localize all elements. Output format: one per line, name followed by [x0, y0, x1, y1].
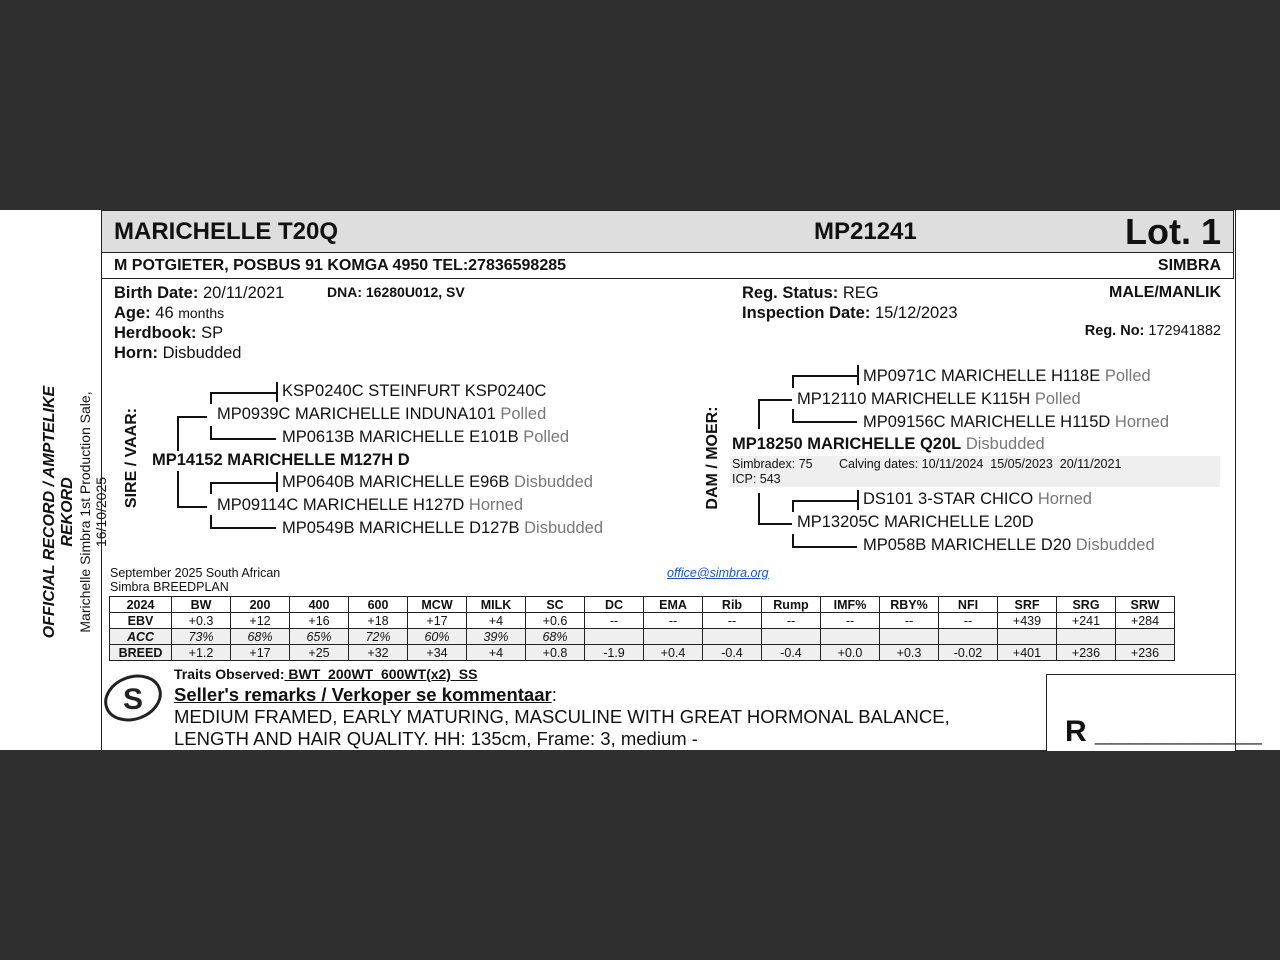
dam-name: MP18250 MARICHELLE Q20L Disbudded: [732, 435, 1045, 453]
sire-label: SIRE / VAAR:: [123, 407, 140, 509]
acc-row: ACC 73% 68% 65% 72% 60% 39% 68%: [110, 629, 1175, 645]
age-value: 46: [155, 304, 174, 322]
ebv-table: [109, 596, 1175, 661]
sale-caption: Marichelle Simbra 1st Production Sale, 16/10/2025: [77, 391, 109, 633]
breedplan-caption: September 2025 South African Simbra BREEDPLAN: [110, 566, 281, 594]
age-unit: months: [178, 305, 225, 321]
breed-name: SIMBRA: [1157, 257, 1221, 274]
dna-code: DNA: 16280U012, SV: [327, 284, 465, 300]
animal-info: [114, 283, 284, 363]
birth-date-label: Birth Date:: [114, 284, 199, 302]
reg-no-value: 172941882: [1148, 323, 1221, 339]
registration-info: [742, 283, 958, 323]
reg-status-value: REG: [842, 284, 879, 302]
reg-no-label: Reg. No:: [1084, 323, 1145, 339]
horn-label: Horn:: [114, 344, 158, 362]
sire-sire-dam: MP0613B MARICHELLE E101B Polled: [282, 428, 570, 446]
dam-dam-sire: DS101 3-STAR CHICO Horned: [863, 490, 1092, 508]
simbradex: Simbradex: 75: [732, 457, 813, 471]
herdbook-value: SP: [201, 324, 224, 342]
birth-date-value: 20/11/2021: [202, 284, 285, 302]
traits-observed: Traits Observed: BWT 200WT 600WT(x2) SS: [174, 666, 478, 682]
email-link[interactable]: office@simbra.org: [667, 566, 769, 580]
dam-sire-sire: MP0971C MARICHELLE H118E Polled: [863, 367, 1151, 385]
ebv-row: EBV +0.3 +12 +16 +18 +17 +4 +0.6 -- -- -- -- -- -- -- +439 +241 +284: [110, 613, 1175, 629]
title-bar: [101, 210, 1234, 253]
calving-dates: Calving dates: 10/11/2024 15/05/2023 20/11/2021: [839, 457, 1122, 471]
sire-sire-sire: KSP0240C STEINFURT KSP0240C: [282, 382, 547, 400]
inspection-date-label: Inspection Date:: [742, 304, 871, 322]
owner-bar: [101, 253, 1234, 279]
herdbook-label: Herdbook:: [114, 324, 197, 342]
dam-label: DAM / MOER:: [704, 406, 721, 510]
horn-value: Disbudded: [162, 344, 242, 362]
ebv-header-row: 2024 BW 200 400 600 MCW MILK SC DC EMA Rib Rump IMF% RBY% NFI SRF SRG SRW: [110, 597, 1175, 613]
breed-row: BREED +1.2 +17 +25 +32 +34 +4 +0.8 -1.9 +0.4 -0.4 -0.4 +0.0 +0.3 -0.02 +401 +236 +236: [110, 645, 1175, 661]
simbra-logo-icon: [101, 670, 165, 726]
animal-name: MARICHELLE T20Q: [114, 218, 339, 245]
side-caption: [41, 362, 109, 662]
price-box: [1046, 674, 1262, 751]
sex-label: MALE/MANLIK: [1109, 284, 1221, 301]
dam-sire-dam: MP09156C MARICHELLE H115D Horned: [863, 413, 1170, 431]
dam-dam-dam: MP058B MARICHELLE D20 Disbudded: [863, 536, 1155, 554]
remarks-heading: Seller's remarks / Verkoper se kommentaar:: [174, 684, 557, 705]
sire-name: MP14152 MARICHELLE M127H D: [152, 451, 410, 469]
owner-address: M POTGIETER, POSBUS 91 KOMGA 4950 TEL:27836598285: [114, 257, 567, 274]
reg-no: [1085, 323, 1221, 339]
dam-dam: MP13205C MARICHELLE L20D: [797, 513, 1034, 531]
sire-dam: MP09114C MARICHELLE H127D Horned: [217, 496, 524, 514]
reg-status-label: Reg. Status:: [742, 284, 839, 302]
icp: ICP: 543: [732, 472, 781, 486]
sire-dam-dam: MP0549B MARICHELLE D127B Disbudded: [282, 519, 604, 537]
dam-sire: MP12110 MARICHELLE K115H Polled: [797, 390, 1081, 408]
lot-sheet: [0, 210, 1280, 750]
age-label: Age:: [114, 304, 151, 322]
sire-sire: MP0939C MARICHELLE INDUNA101 Polled: [217, 405, 547, 423]
animal-reg-code: MP21241: [814, 218, 917, 245]
inspection-date-value: 15/12/2023: [874, 304, 958, 322]
price-field[interactable]: R __________: [1065, 715, 1262, 748]
svg-text:S: S: [122, 683, 144, 716]
lot-number: Lot. 1: [1125, 211, 1221, 252]
sire-dam-sire: MP0640B MARICHELLE E96B Disbudded: [282, 473, 593, 491]
official-record-label: OFFICIAL RECORD / AMPTELIKE REKORD: [41, 385, 76, 639]
remarks-text: MEDIUM FRAMED, EARLY MATURING, MASCULINE WITH GREAT HORMONAL BALANCE, LENGTH AND HAIR QUALITY. HH: 135cm, Frame: 3, medium -: [174, 706, 950, 749]
